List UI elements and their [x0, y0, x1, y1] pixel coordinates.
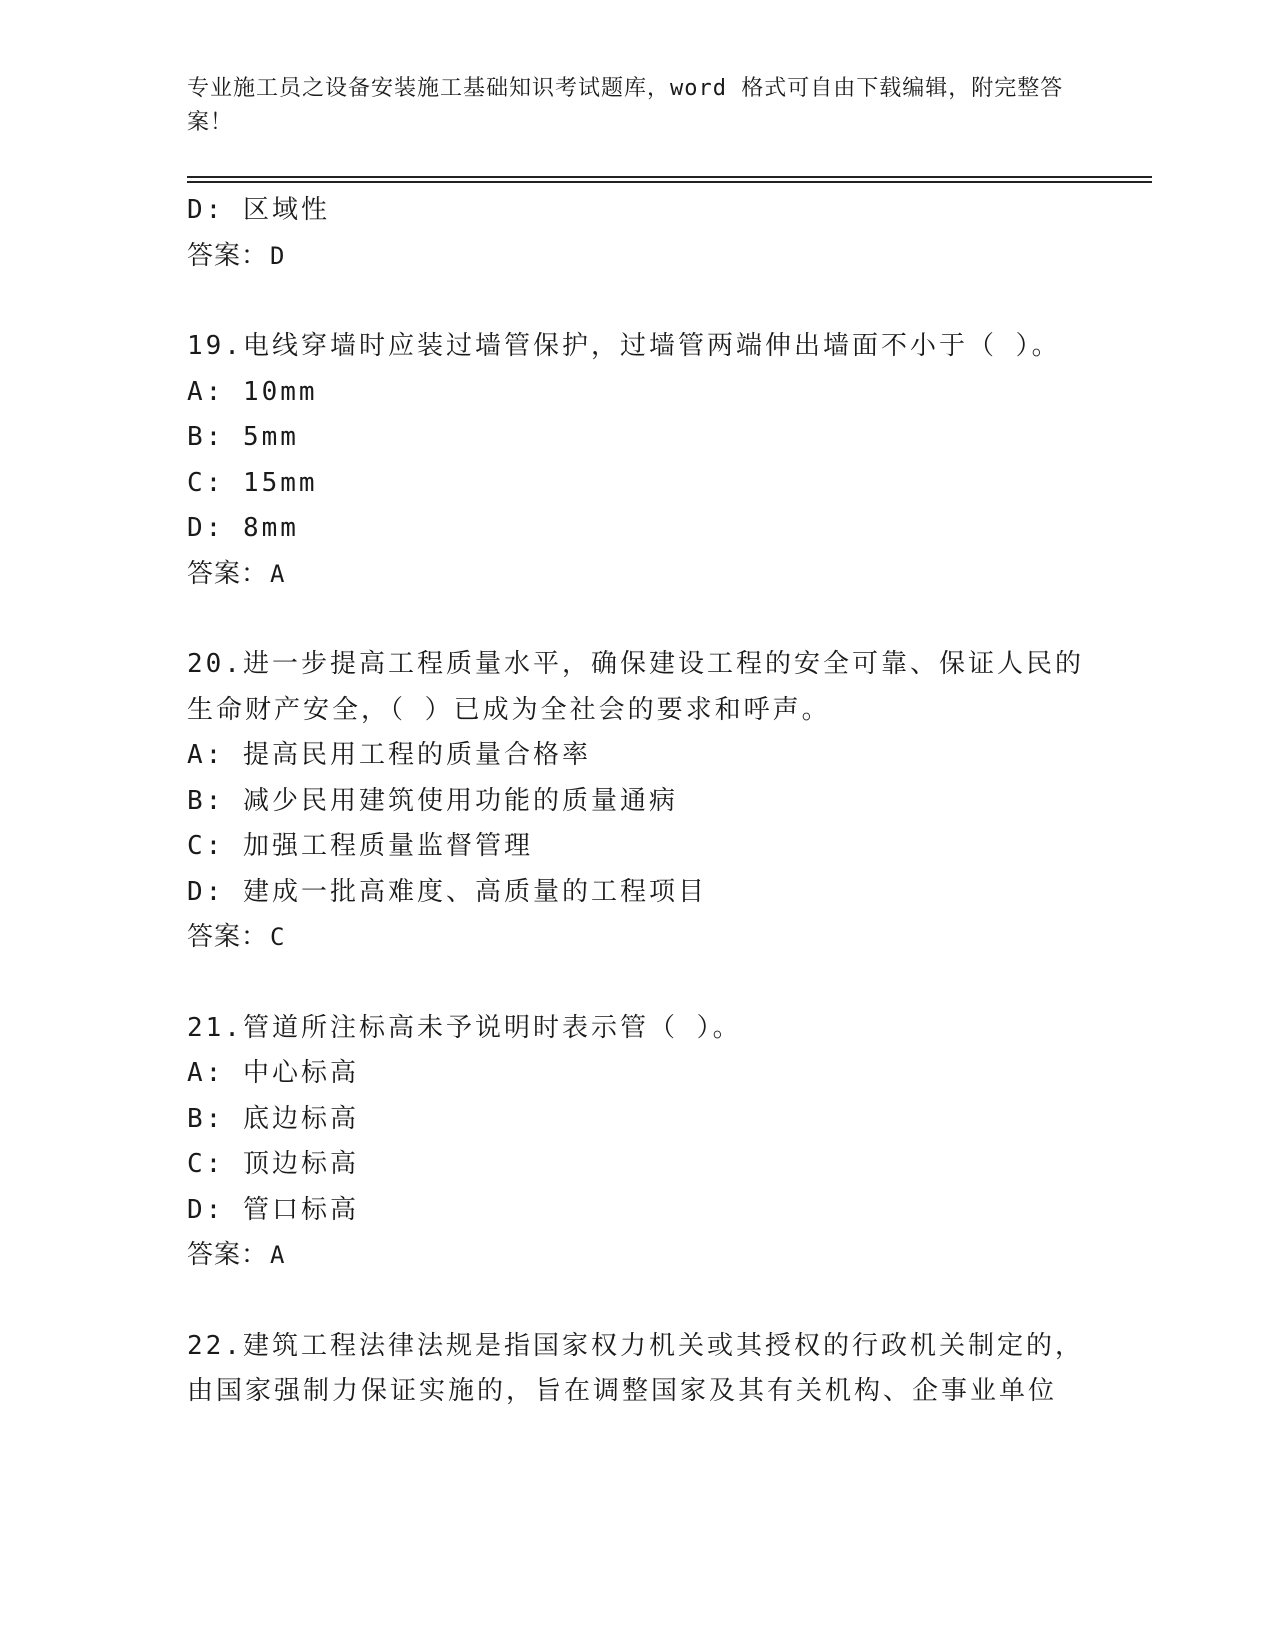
option-a: A: 10mm	[187, 376, 318, 407]
option-b: B: 底边标高	[187, 1103, 359, 1134]
question-stem: 22.建筑工程法律法规是指国家权力机关或其授权的行政机关制定的，	[187, 1330, 1084, 1361]
option-c: C: 顶边标高	[187, 1149, 359, 1179]
spacer	[187, 1279, 1087, 1324]
answer-value: C	[270, 923, 286, 951]
answer-line	[187, 552, 1087, 598]
answer-line	[187, 1233, 1087, 1279]
question-stem: 19.电线穿墙时应装过墙管保护，过墙管两端伸出墙面不小于（ ）。	[187, 331, 1061, 361]
option-d: D: 建成一批高难度、高质量的工程项目	[187, 876, 707, 907]
option-c: C: 15mm	[187, 467, 318, 498]
option-a: A: 提高民用工程的质量合格率	[187, 740, 591, 770]
answer-value: A	[270, 559, 286, 588]
answer-value: D	[270, 241, 286, 270]
option-c: C: 加强工程质量监督管理	[187, 831, 533, 861]
spacer	[187, 597, 1087, 642]
answer-label: 答案：	[187, 922, 269, 952]
question-stem-continued: 生命财产安全，（ ）已成为全社会的要求和呼声。	[187, 694, 831, 725]
option-b: B: 减少民用建筑使用功能的质量通病	[187, 785, 678, 816]
question-stem: 20.进一步提高工程质量水平，确保建设工程的安全可靠、保证人民的	[187, 649, 1084, 679]
option-d: D: 管口标高	[187, 1194, 359, 1225]
document-body	[187, 188, 1087, 1415]
answer-line	[187, 234, 1087, 280]
spacer	[187, 279, 1087, 324]
document-header: 专业施工员之设备安装施工基础知识考试题库，word 格式可自由下载编辑，附完整答案！	[187, 76, 1064, 135]
spacer	[187, 961, 1087, 1006]
answer-value: A	[270, 1241, 286, 1269]
option-d: D: 8mm	[187, 513, 299, 543]
question-stem: 21.管道所注标高未予说明时表示管（ ）。	[187, 1012, 742, 1043]
option-a: A: 中心标高	[187, 1058, 359, 1088]
header-rule-top	[187, 176, 1152, 178]
option-b: B: 5mm	[187, 422, 299, 452]
answer-label: 答案：	[187, 558, 269, 589]
option-d: D: 区域性	[187, 195, 330, 225]
header-rule-bottom	[187, 181, 1152, 183]
answer-label: 答案：	[187, 240, 269, 271]
answer-label: 答案：	[187, 1240, 269, 1270]
answer-line	[187, 915, 1087, 961]
question-stem-continued: 由国家强制力保证实施的，旨在调整国家及其有关机构、企事业单位	[187, 1376, 1058, 1406]
